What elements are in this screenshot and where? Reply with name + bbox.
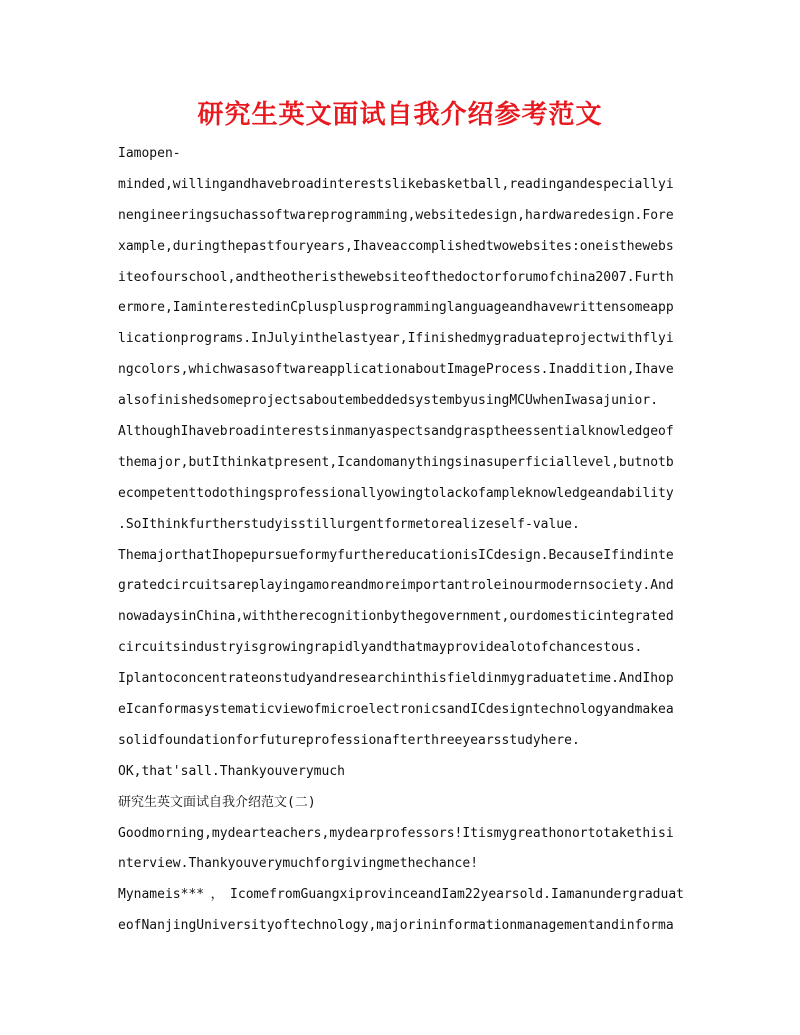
text-line: eofNanjingUniversityoftechnology,majorininformationmanagementandinforma <box>118 918 674 934</box>
text-line: ecompetenttodothingsprofessionallyowingtolackofampleknowledgeandability <box>118 485 674 501</box>
text-line: iteofourschool,andtheotheristhewebsiteofthedoctorforumofchina2007.Furth <box>118 269 674 285</box>
text-line: minded,willingandhavebroadinterestslikebasketball,readingandespeciallyi <box>118 176 674 192</box>
text-line: nengineeringsuchassoftwareprogramming,websitedesign,hardwaredesign.Fore <box>118 207 674 223</box>
text-line: gratedcircuitsareplayingamoreandmoreimportantroleinourmodernsociety.And <box>118 578 674 594</box>
text-line: Iamopen- <box>118 146 181 161</box>
text-line: AlthoughIhavebroadinterestsinmanyaspectsandgrasptheessentialknowledgeof <box>118 424 674 440</box>
text-line: .SoIthinkfurtherstudyisstillurgentformetorealizeself-value. <box>118 516 580 532</box>
text-line: Mynameis***，IcomefromGuangxiprovinceandIam22yearsold.Iamanundergraduat <box>118 887 684 903</box>
text-line: themajor,butIthinkatpresent,Icandomanythingsinasuperficiallevel,butnotb <box>118 454 674 470</box>
text-line: solidfoundationforfutureprofessionafterthreeyearsstudyhere. <box>118 732 580 748</box>
text-line: ThemajorthatIhopepursueformyfurthereducationisICdesign.BecauseIfindinte <box>118 547 674 563</box>
text-line: ngcolors,whichwasasoftwareapplicationaboutImageProcess.Inaddition,Ihave <box>118 362 674 378</box>
text-line: Iplantoconcentrateonstudyandresearchinthisfieldinmygraduatetime.AndIhop <box>118 671 674 687</box>
text-line: ermore,IaminterestedinCplusplusprogramminglanguageandhavewrittensomeapp <box>118 300 674 316</box>
text-line: nowadaysinChina,withtherecognitionbythegovernment,ourdomesticintegrated <box>118 609 674 625</box>
text-line: 研究生英文面试自我介绍范文(二) <box>118 794 316 810</box>
text-line: nterview.Thankyouverymuchforgivingmethechance! <box>118 856 479 872</box>
text-line: Goodmorning,mydearteachers,mydearprofessors!Itismygreathonortotakethisi <box>118 825 674 841</box>
document-body <box>118 139 684 942</box>
document-title: 研究生英文面试自我介绍参考范文 <box>197 100 603 130</box>
text-line: OK,that'sall.Thankyouverymuch <box>118 763 345 779</box>
text-line: xample,duringthepastfouryears,Ihaveaccomplishedtwowebsites:oneisthewebs <box>118 238 674 254</box>
text-line: eIcanformasystematicviewofmicroelectronicsandICdesigntechnologyandmakea <box>118 702 674 718</box>
text-line: alsofinishedsomeprojectsaboutembeddedsystembyusingMCUwhenIwasajunior. <box>118 393 659 409</box>
text-line: licationprograms.InJulyinthelastyear,Ifinishedmygraduateprojectwithflyi <box>118 331 674 347</box>
text-line: circuitsindustryisgrowingrapidlyandthatmayprovidealotofchancestous. <box>118 640 643 656</box>
